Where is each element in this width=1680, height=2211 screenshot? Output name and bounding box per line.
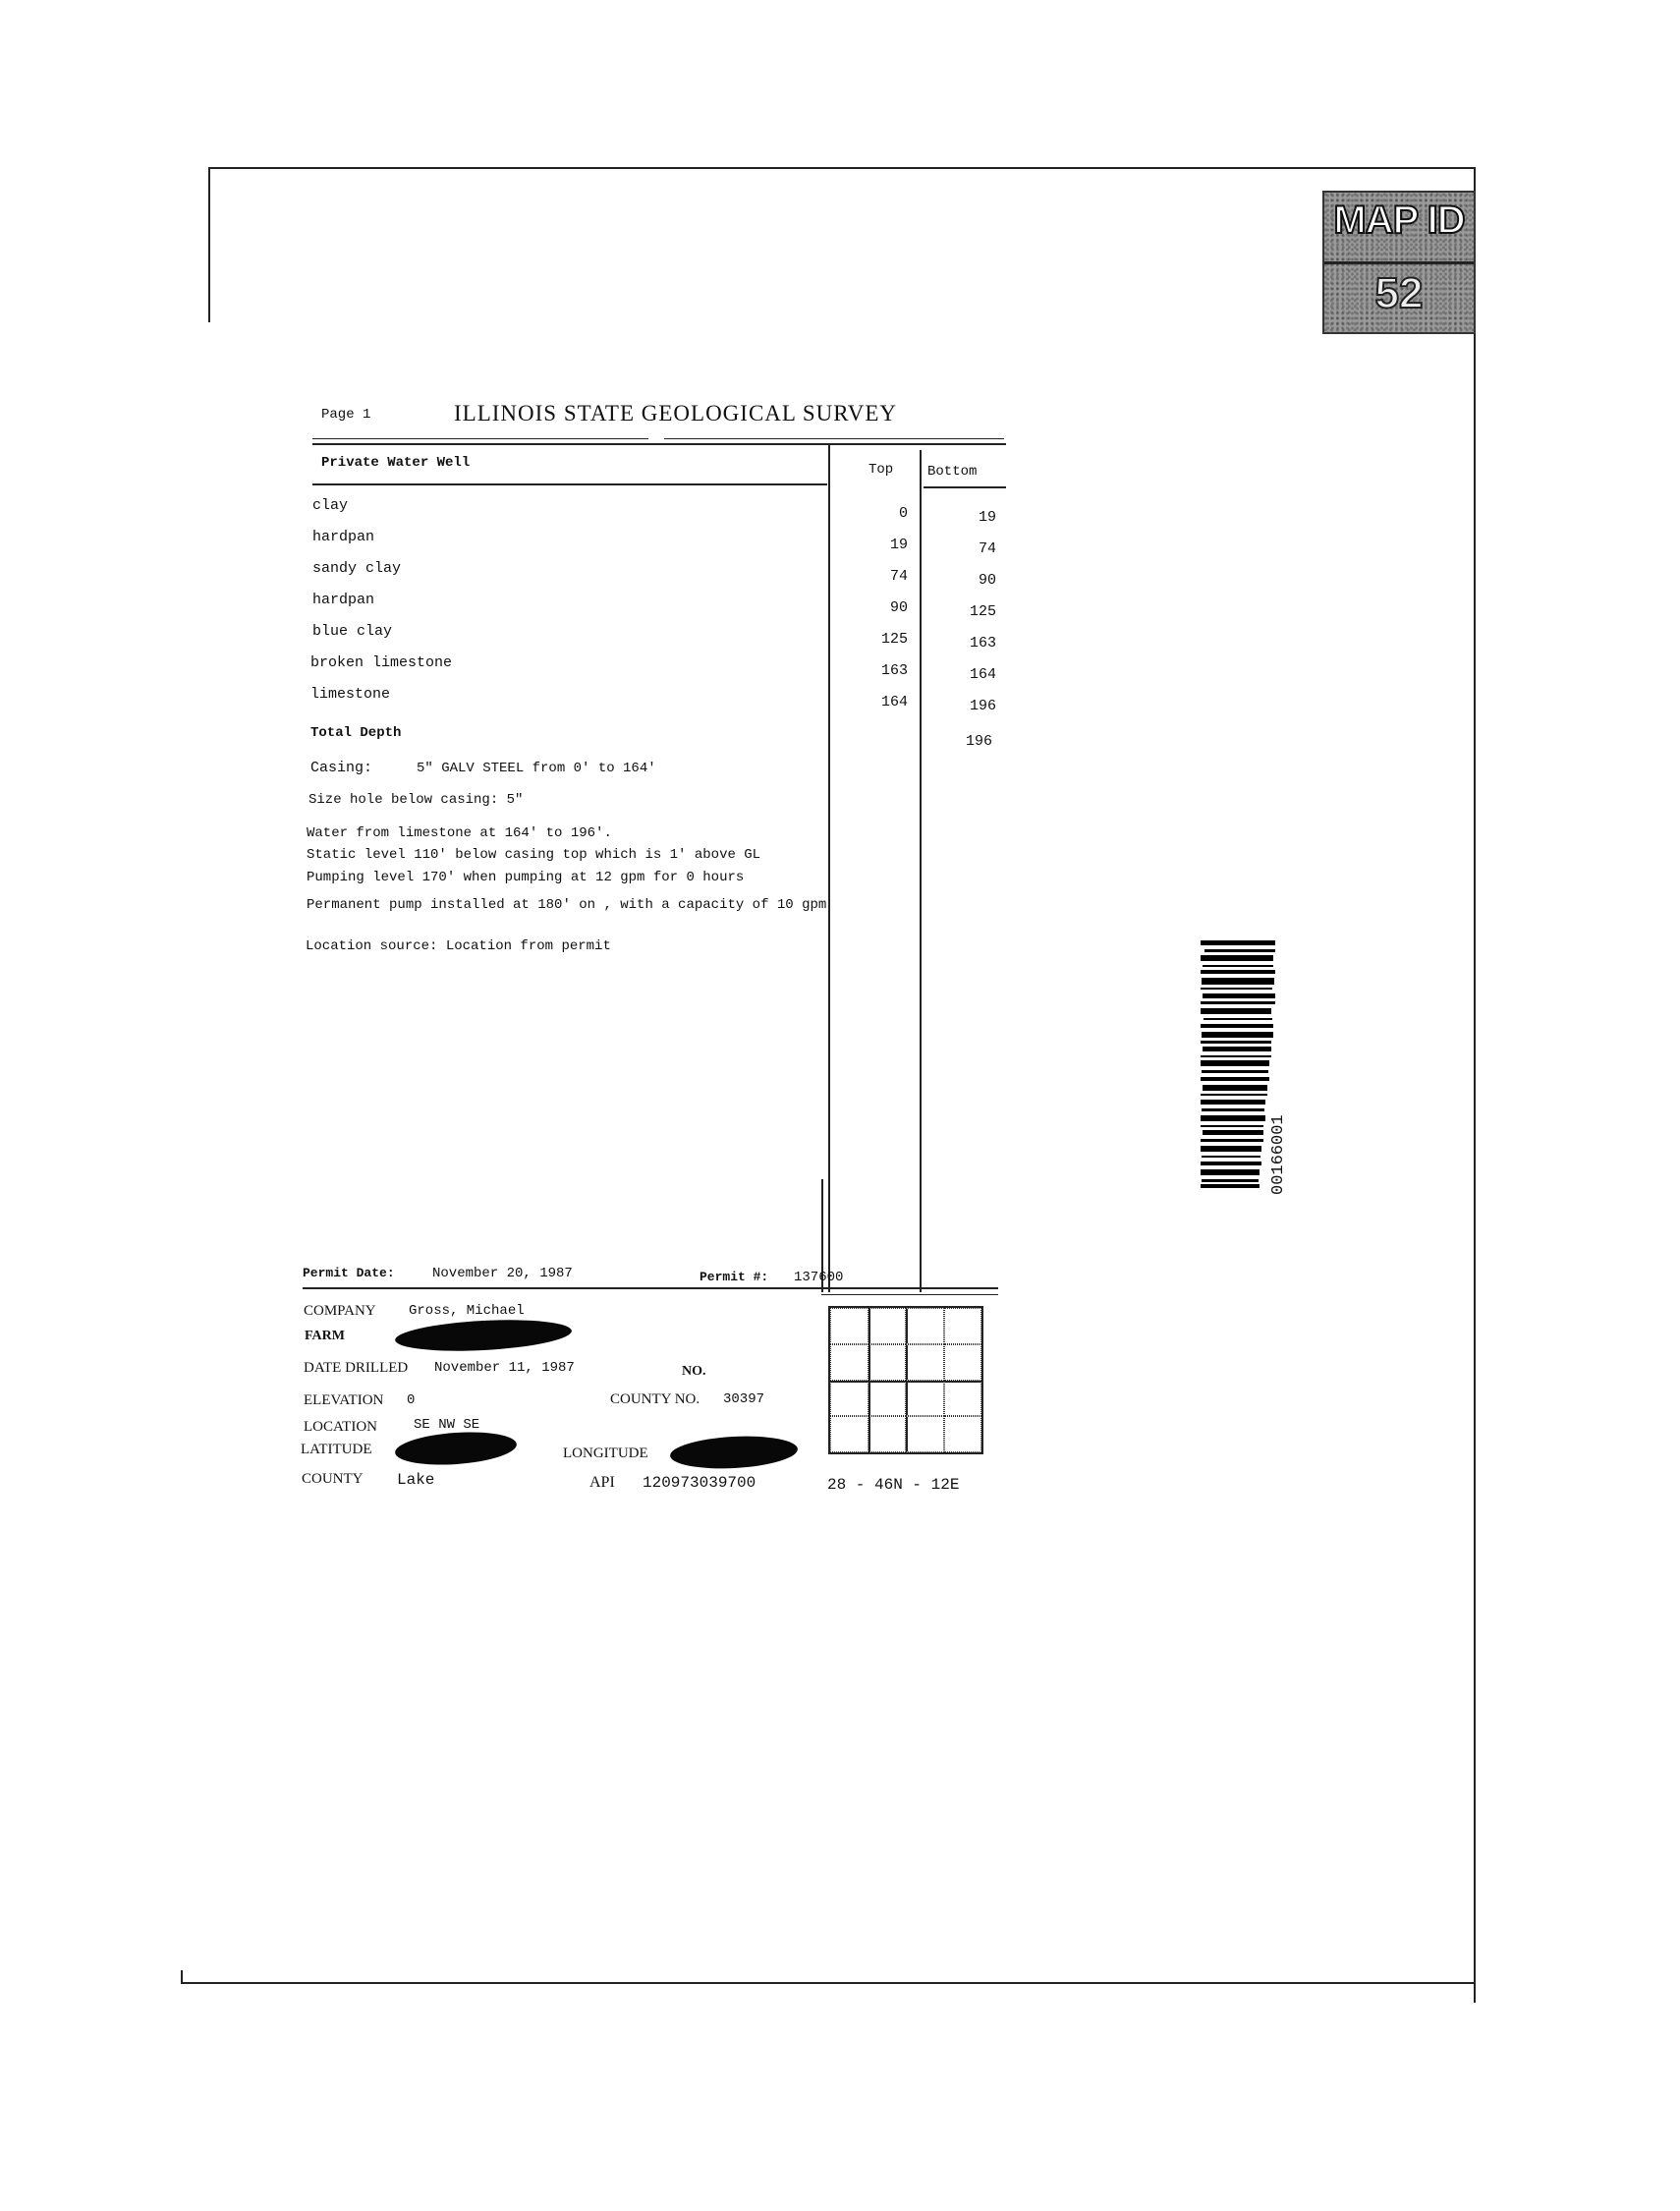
- no-label: NO.: [682, 1364, 706, 1379]
- permit-number-value: 137600: [794, 1270, 844, 1285]
- row-material: hardpan: [312, 592, 375, 608]
- location-source-note: Location source: Location from permit: [306, 938, 611, 954]
- static-level-note: Static level 110' below casing top which is 1' above GL: [307, 847, 761, 863]
- column-header-top: Top: [868, 462, 894, 478]
- barcode-icon: [1201, 940, 1275, 1188]
- township-range: 28 - 46N - 12E: [827, 1476, 960, 1494]
- frame-bottom-tick: [181, 1970, 183, 1982]
- water-from-note: Water from limestone at 164' to 196'.: [307, 825, 612, 841]
- frame-bottom-border: [181, 1982, 1476, 1984]
- latitude-redaction: [394, 1429, 518, 1469]
- elevation-label: ELEVATION: [304, 1392, 384, 1408]
- row-bottom: 164: [969, 666, 996, 683]
- elevation-value: 0: [407, 1392, 416, 1408]
- section-location-grid: [828, 1306, 983, 1454]
- frame-left-border: [208, 167, 210, 322]
- row-bottom: 19: [978, 509, 996, 526]
- frame-top-border: [208, 167, 1476, 169]
- row-material: limestone: [310, 686, 391, 703]
- row-top: 164: [880, 694, 908, 710]
- row-material: broken limestone: [310, 654, 453, 671]
- company-value: Gross, Michael: [409, 1303, 525, 1319]
- row-bottom: 196: [969, 698, 996, 714]
- section-label: Private Water Well: [321, 455, 471, 471]
- row-top: 163: [880, 662, 908, 679]
- farm-redaction: [394, 1316, 572, 1354]
- county-label: COUNTY: [302, 1471, 364, 1487]
- bottom-col-underline: [924, 486, 1006, 488]
- row-material: sandy clay: [312, 560, 402, 577]
- api-label: API: [589, 1474, 615, 1491]
- footer-rule: [303, 1287, 998, 1289]
- row-material: hardpan: [312, 529, 375, 545]
- row-top: 90: [889, 599, 908, 616]
- permanent-pump-note: Permanent pump installed at 180' on , with a capacity of 10 gpm: [307, 897, 827, 913]
- header-rule-double: [312, 443, 1006, 445]
- row-material: blue clay: [312, 623, 393, 640]
- casing-label: Casing:: [310, 760, 373, 776]
- table-divider-top-col: [828, 444, 830, 1292]
- row-top: 74: [889, 568, 908, 585]
- county-value: Lake: [397, 1471, 435, 1489]
- latitude-label: LATITUDE: [301, 1442, 372, 1457]
- page-number: Page 1: [321, 407, 371, 423]
- footer-rule-double: [821, 1294, 998, 1295]
- pumping-level-note: Pumping level 170' when pumping at 12 gpm for 0 hours: [307, 870, 745, 885]
- size-hole-note: Size hole below casing: 5": [308, 792, 524, 808]
- frame-right-border: [1474, 167, 1476, 2003]
- company-label: COMPANY: [304, 1303, 376, 1319]
- longitude-redaction: [669, 1434, 798, 1472]
- table-divider-bottom-col: [920, 450, 922, 1292]
- total-depth-label: Total Depth: [310, 725, 402, 741]
- location-label: LOCATION: [304, 1419, 377, 1435]
- longitude-label: LONGITUDE: [563, 1446, 648, 1461]
- row-top: 125: [880, 631, 908, 648]
- permit-date-value: November 20, 1987: [432, 1266, 573, 1281]
- permit-number-label: Permit #:: [700, 1270, 769, 1284]
- date-drilled-label: DATE DRILLED: [304, 1360, 409, 1376]
- date-drilled-value: November 11, 1987: [434, 1360, 575, 1376]
- map-id-label: MAP ID: [1333, 198, 1465, 242]
- row-bottom: 74: [978, 540, 996, 557]
- header-rule-left: [312, 438, 648, 439]
- map-id-stamp: [1322, 191, 1476, 334]
- location-value: SE NW SE: [414, 1417, 480, 1433]
- table-header-underline: [312, 483, 827, 485]
- barcode-number: 00166001: [1269, 1114, 1288, 1195]
- county-no-label: COUNTY NO.: [610, 1391, 700, 1407]
- page-title: ILLINOIS STATE GEOLOGICAL SURVEY: [454, 401, 898, 425]
- column-header-bottom: Bottom: [927, 464, 978, 480]
- county-no-value: 30397: [723, 1391, 765, 1407]
- map-id-value: 52: [1374, 269, 1424, 317]
- row-top: 19: [889, 537, 908, 553]
- casing-value: 5" GALV STEEL from 0' to 164': [417, 761, 656, 776]
- row-bottom: 163: [969, 635, 996, 652]
- row-top: 0: [898, 505, 908, 522]
- row-bottom: 90: [978, 572, 996, 589]
- farm-label: FARM: [305, 1329, 345, 1343]
- row-bottom: 125: [969, 603, 996, 620]
- map-id-divider: [1324, 261, 1474, 264]
- row-material: clay: [312, 497, 349, 514]
- total-depth-value: 196: [965, 733, 992, 750]
- header-rule-right: [664, 438, 1004, 439]
- permit-date-label: Permit Date:: [303, 1266, 395, 1280]
- api-value: 120973039700: [643, 1474, 756, 1492]
